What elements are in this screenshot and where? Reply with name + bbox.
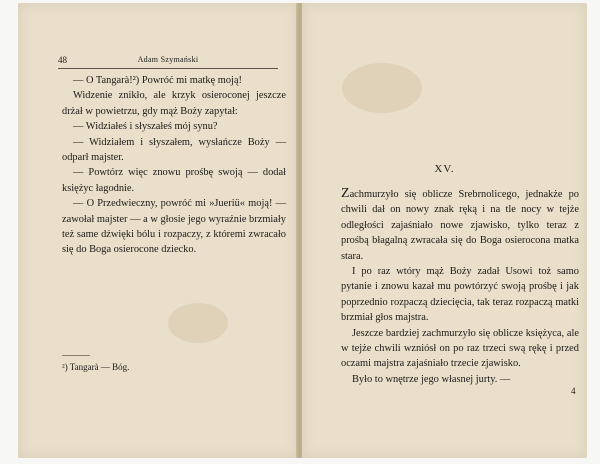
signature-mark: 4 [571, 386, 576, 396]
paragraph: — Widziałem i słyszałem, wysłańcze Boży — odparł majster. [62, 136, 286, 164]
paragraph [341, 186, 579, 264]
left-page [18, 3, 298, 458]
left-body-text [62, 73, 286, 258]
running-header [58, 54, 278, 69]
footnote-rule [62, 355, 90, 356]
paragraph-text: achmurzyło się oblicze Srebrnolicego, jednakże po chwili dał on nowy znak ręką i na tle nocy w tejże odległości zajaśniało nowe zjawisko, tylko teraz z prośbą błagalną zwracała się do Boga osierocona matka stara. [341, 189, 579, 262]
paragraph: Było to wnętrze jego własnej jurty. — [352, 373, 511, 385]
paragraph: — O Przedwieczny, powróć mi »Jueriü« moją! — zawołał majster — a w głosie jego wyraźnie brzmiały też same dźwięki bólu i rozpaczy, z któremi zwracało się do Boga osierocone dziecko. [62, 198, 286, 256]
paragraph: Jeszcze bardziej zachmurzyło się oblicze księżyca, ale w tejże chwili wzniósł on po raz trzeci swą rękę i przed oczami majstra zajaśniało trzecie zjawisko. [341, 327, 579, 370]
open-book [18, 3, 587, 458]
right-body-text [341, 186, 579, 387]
paragraph: Widzenie znikło, ale krzyk osieroconej jeszcze drżał w powietrzu, gdy mąż Boży zapytał: [62, 90, 286, 117]
footnote: ²) Tangarà — Bóg. [62, 362, 130, 372]
running-title: Adam Szymański [137, 55, 199, 64]
drop-cap: Z [341, 186, 350, 201]
page-number: 48 [58, 55, 67, 65]
paragraph: — O Tangarà!²) Powróć mi matkę moją! [73, 75, 242, 86]
chapter-heading: XV. [434, 163, 455, 175]
paragraph: I po raz wtóry mąż Boży zadał Usowi toż samo pytanie i znowu kazał mu powtórzyć swoją prośbę i jak poprzednio rozpaczą dziecięcia, tak teraz rozpaczą matki brzmiał głos majstra. [341, 266, 579, 324]
paragraph: — Widziałeś i słyszałeś mój synu? [73, 121, 218, 133]
right-page [302, 3, 587, 458]
paragraph: — Powtórz więc znowu prośbę swoją — dodał księżyc łagodnie. [62, 167, 286, 194]
